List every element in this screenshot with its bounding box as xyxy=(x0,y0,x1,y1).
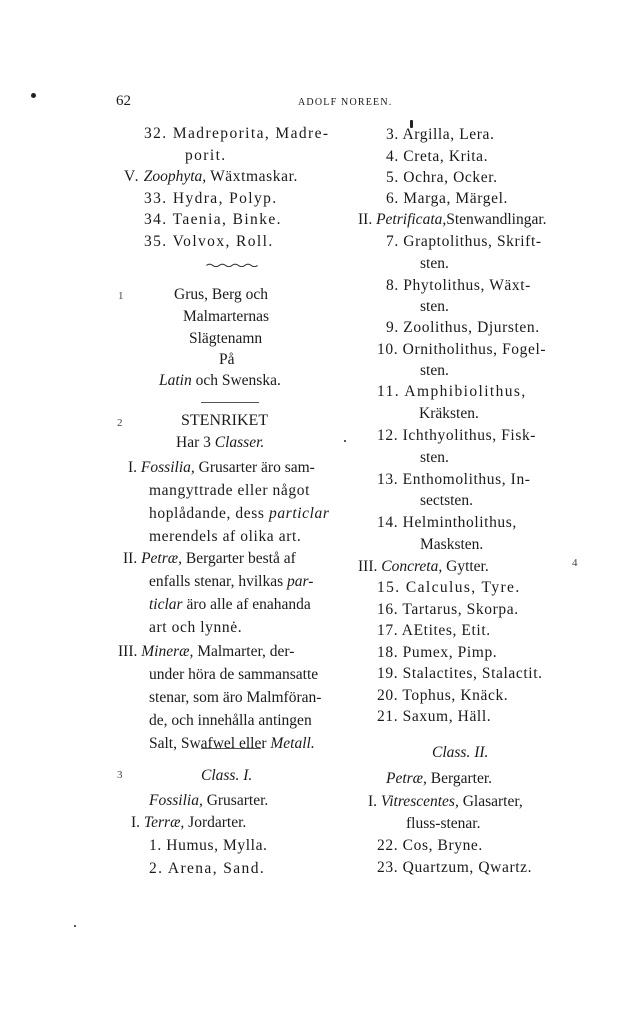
entry-11-cont: Kräksten. xyxy=(419,405,479,422)
para-3-line-4: de, och innehålla antingen xyxy=(149,712,312,729)
short-rule xyxy=(201,748,261,749)
entry-13: 13. Enthomolithus, In- xyxy=(377,471,531,488)
entry-6: 6. Marga, Märgel. xyxy=(386,190,508,207)
entry-9: 9. Zoolithus, Djursten. xyxy=(386,319,540,336)
entry-2: 2. Arena, Sand. xyxy=(149,860,266,877)
wavy-divider xyxy=(200,263,264,267)
entry-20: 20. Tophus, Knäck. xyxy=(377,687,509,704)
entry-13-cont: sectsten. xyxy=(420,492,473,509)
entry-11: 11. Amphibiolithus, xyxy=(377,383,527,400)
margin-number-1: 1 xyxy=(118,290,124,302)
para-2-line-3: ticlar äro alle af enahanda xyxy=(149,596,311,613)
entry-12: 12. Ichthyolithus, Fisk- xyxy=(377,427,537,444)
group-vitrescentes: I. Vitrescentes, Glasarter, xyxy=(368,793,523,810)
entry-35: 35. Volvox, Roll. xyxy=(144,233,274,250)
entry-8: 8. Phytolithus, Wäxt- xyxy=(386,277,531,294)
entry-10-cont: sten. xyxy=(420,362,449,379)
entry-17: 17. AEtites, Etit. xyxy=(377,622,491,639)
entry-10: 10. Ornitholithus, Fogel- xyxy=(377,341,547,358)
class-ii-heading: Class. II. xyxy=(432,744,489,761)
para-1-line-2: mangyttrade eller något xyxy=(149,482,310,499)
entry-4: 4. Creta, Krita. xyxy=(386,148,489,165)
para-3-line-5: Salt, Swafwel eller Metall. xyxy=(149,735,315,752)
group-terrae: I. Terræ, Jordarter. xyxy=(131,814,247,831)
margin-number-3: 3 xyxy=(117,769,123,781)
order-ii: II. Petrificata,Stenwandlingar. xyxy=(358,211,547,228)
short-rule xyxy=(201,402,259,403)
entry-19: 19. Stalactites, Stalactit. xyxy=(377,665,543,682)
entry-3: 3. Argilla, Lera. xyxy=(386,126,495,143)
title-line-3: Slägtenamn xyxy=(189,330,263,347)
entry-32-cont: porit. xyxy=(185,147,227,164)
title-line-2: Malmarternas xyxy=(183,308,270,325)
page-number: 62 xyxy=(116,93,131,109)
ink-speck xyxy=(31,93,36,98)
entry-8-cont: sten. xyxy=(420,298,449,315)
title-line-5: Latin och Swenska. xyxy=(159,372,281,389)
entry-14: 14. Helmintholithus, xyxy=(377,514,517,531)
section-heading: STENRIKET xyxy=(181,412,269,429)
section-subheading: Har 3 Classer. xyxy=(176,434,265,451)
entry-7: 7. Graptolithus, Skrift- xyxy=(386,233,542,250)
para-1-line-1: I. Fossilia, Grusarter äro sam- xyxy=(128,459,315,476)
para-2-line-2: enfalls stenar, hvilkas par- xyxy=(149,573,314,590)
entry-5: 5. Ochra, Ocker. xyxy=(386,169,498,186)
ink-speck xyxy=(344,440,346,442)
title-line-1: Grus, Berg och xyxy=(174,286,268,303)
entry-34: 34. Taenia, Binke. xyxy=(144,211,282,228)
entry-18: 18. Pumex, Pimp. xyxy=(377,644,498,661)
entry-7-cont: sten. xyxy=(420,255,449,272)
entry-12-cont: sten. xyxy=(420,449,449,466)
order-v: V. Zoophyta, Wäxtmaskar. xyxy=(124,168,299,185)
title-line-4: På xyxy=(219,351,235,368)
order-iii: III. Concreta, Gytter. xyxy=(358,558,489,575)
entry-21: 21. Saxum, Häll. xyxy=(377,708,492,725)
entry-1: 1. Humus, Mylla. xyxy=(149,837,268,854)
entry-32: 32. Madreporita, Madre- xyxy=(144,125,330,142)
group-vitrescentes-cont: fluss-stenar. xyxy=(406,815,481,832)
para-2-line-1: II. Petræ, Bergarter bestå af xyxy=(123,550,296,567)
entry-33: 33. Hydra, Polyp. xyxy=(144,190,278,207)
entry-23: 23. Quartzum, Qwartz. xyxy=(377,859,533,876)
para-3-line-2: under höra de sammansatte xyxy=(149,666,319,683)
entry-22: 22. Cos, Bryne. xyxy=(377,837,483,854)
class-subheading: Fossilia, Grusarter. xyxy=(149,792,269,809)
entry-16: 16. Tartarus, Skorpa. xyxy=(377,601,519,618)
entry-14-cont: Masksten. xyxy=(420,536,484,553)
class-heading: Class. I. xyxy=(201,767,253,784)
para-3-line-1: III. Mineræ, Malmarter, der- xyxy=(118,643,295,660)
running-title: ADOLF NOREEN. xyxy=(298,97,393,108)
para-1-line-4: merendels af olika art. xyxy=(149,528,302,545)
para-2-line-4: art och lynnė. xyxy=(149,619,243,636)
ink-speck xyxy=(74,925,76,927)
para-1-line-3: hoplådande, dess particlar xyxy=(149,505,330,522)
margin-number-4: 4 xyxy=(572,557,578,569)
margin-number-2: 2 xyxy=(117,417,123,429)
para-3-line-3: stenar, som äro Malmföran- xyxy=(149,689,322,706)
class-ii-subheading: Petræ, Bergarter. xyxy=(386,770,493,787)
entry-15: 15. Calculus, Tyre. xyxy=(377,579,521,596)
